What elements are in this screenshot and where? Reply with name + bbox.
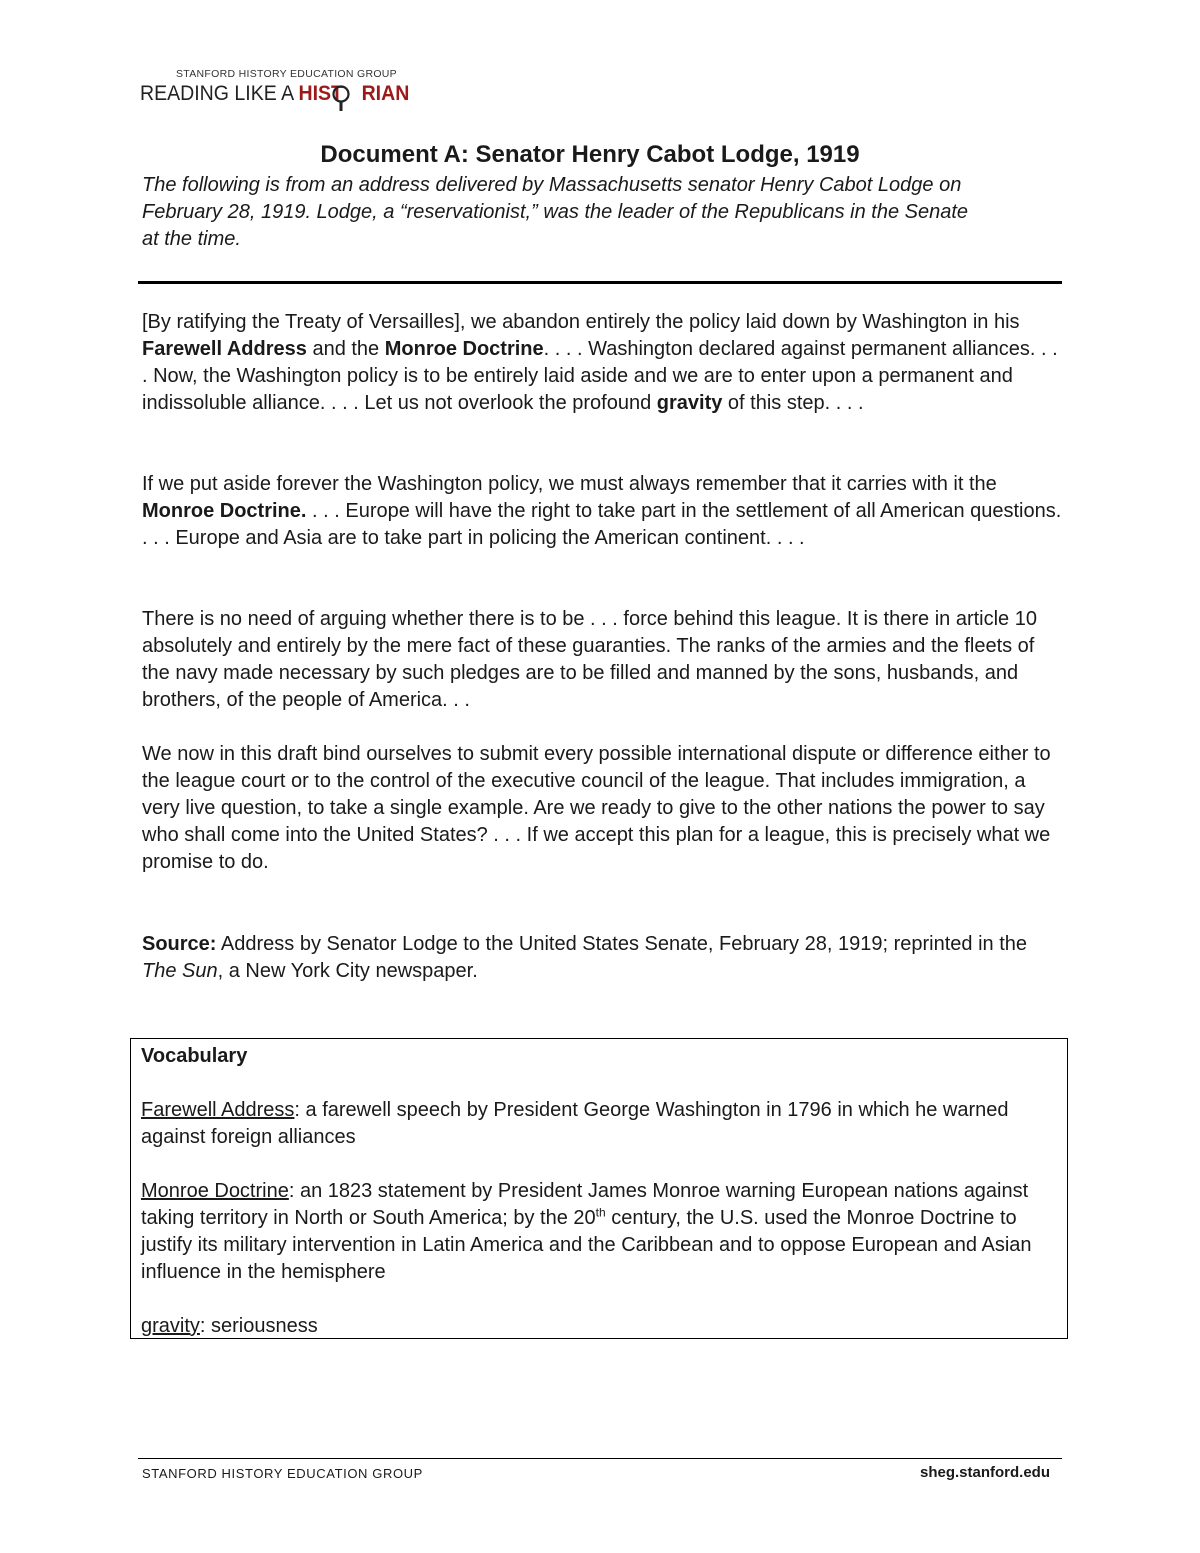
source-newspaper-title: The Sun [142,960,218,982]
sheg-logo [140,68,440,112]
vocab-definition-1: : an 1823 statement by President James Monroe warning European nations against taking territory in North or South America; by the 20 [141,1180,1029,1229]
source-text-2: , a New York City newspaper. [217,960,478,982]
excerpt-paragraph-1 [142,309,1062,417]
excerpt-paragraph-2 [142,471,1062,552]
logo-small-text: STANFORD HISTORY EDUCATION GROUP [176,68,397,80]
source-label: Source: [142,933,217,955]
vocab-definition-2: century, the U.S. used the Monroe Doctrine to justify its military intervention in Latin America and the Caribbean and to oppose European and Asian influence in the hemisphere [141,1207,1032,1283]
p1-term-monroe-doctrine: Monroe Doctrine [384,338,544,360]
footer-website: sheg.stanford.edu [919,1464,1050,1481]
p2-text-1: If we put aside forever the Washington policy, we must always remember that it carries with it the [142,473,997,495]
vocab-entry-monroe-doctrine [141,1178,1051,1286]
p1-text-2: and the [306,338,385,360]
footer-divider [138,1458,1062,1459]
vocab-definition: : a farewell speech by President George Washington in 1796 in which he warned against foreign alliances [141,1099,1009,1148]
p1-term-gravity: gravity [656,392,723,414]
footer-org-name: STANFORD HISTORY EDUCATION GROUP [142,1466,423,1481]
logo-red-part-1: HIST [298,82,343,105]
p2-term-monroe-doctrine: Monroe Doctrine. [142,500,307,522]
logo-red-part-2: RIAN [361,82,410,105]
p1-term-farewell-address: Farewell Address [142,338,307,360]
vocabulary-heading: Vocabulary [141,1045,248,1067]
excerpt-paragraph-4: We now in this draft bind ourselves to submit every possible international dispute or difference either to the league court or to the control of the executive council of the league. That includes immigration, a very live question, to take a single example. Are we ready to give to the other nations the power to say who shall come into the United States? . . . If we accept this plan for a league, this is precisely what we promise to do. [142,743,1051,873]
magnifying-glass-icon [330,84,352,112]
vocab-superscript: th [595,1205,606,1220]
excerpt-paragraph-3: There is no need of arguing whether there is to be . . . force behind this league. It is there in article 10 absolutely and entirely by the mere fact of these guaranties. The ranks of the armies and the fleets of the navy made necessary by such pledges are to be filled and manned by the sons, husbands, and brothers, of the people of America. . . [142,608,1037,711]
title-divider [138,281,1062,284]
source-citation [142,931,1062,985]
vocab-term: Farewell Address [141,1099,295,1121]
p1-text-3: . . . . Washington declared against permanent alliances. . . . Now, the Washington policy is to be entirely laid aside and we are to enter upon a permanent and indissoluble alliance. . . . Let us not overlook the profound [142,338,1058,414]
vocab-definition: : seriousness [199,1315,318,1337]
p1-text-4: of this step. . . . [722,392,864,414]
logo-main-prefix: READING LIKE A [140,82,299,105]
vocab-term: Monroe Doctrine [141,1180,289,1202]
document-intro: The following is from an address delivered by Massachusetts senator Henry Cabot Lodge on February 28, 1919. Lodge, a “reservationist,” was the leader of the Republicans in the Senate at the time. [142,174,969,250]
vocab-term: gravity [141,1315,200,1337]
source-text-1: Address by Senator Lodge to the United States Senate, February 28, 1919; reprinted in the [216,933,1027,955]
logo-main-text [140,82,409,106]
vocab-entry-farewell-address [141,1097,1051,1151]
p2-text-2: . . . Europe will have the right to take part in the settlement of all American questions. . . . Europe and Asia are to take part in policing the American continent. . . . [142,500,1062,549]
p1-text-1: [By ratifying the Treaty of Versailles], we abandon entirely the policy laid down by Washington in his [142,311,1020,333]
document-title: Document A: Senator Henry Cabot Lodge, 1919 [320,141,860,168]
vocabulary-box [130,1038,1068,1339]
vocab-entry-gravity [141,1313,1051,1340]
